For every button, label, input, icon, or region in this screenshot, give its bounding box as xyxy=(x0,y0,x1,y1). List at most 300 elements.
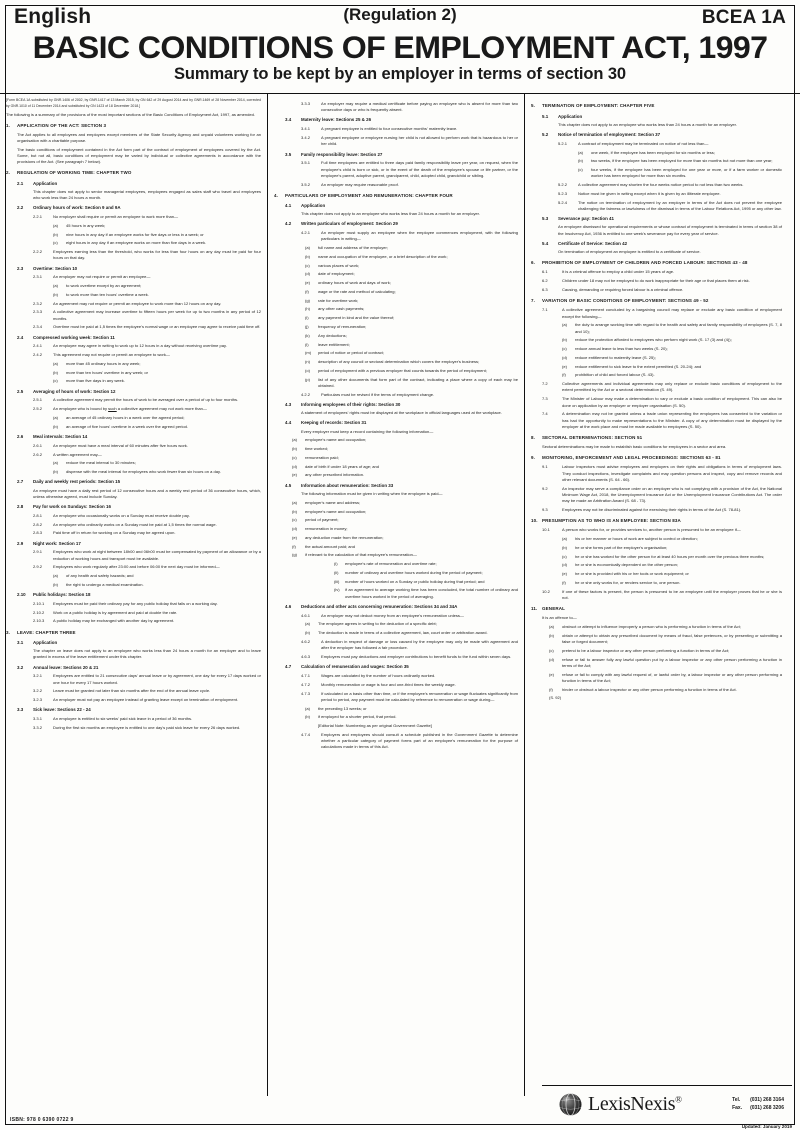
clause-title: Application xyxy=(33,639,58,645)
clause-number: 4.5 xyxy=(285,482,292,488)
clause-text: An employer may not deduct money from an employee's remuneration unless— xyxy=(321,612,464,618)
item-letter: (a) xyxy=(53,460,58,466)
section-9-number: 9. xyxy=(531,455,536,461)
section-8-para: Sectoral determinations may be made to establish basic conditions for employees in a sector and area. xyxy=(542,444,727,450)
clause-7-3 xyxy=(531,396,782,409)
item-letter: (e) xyxy=(305,280,310,286)
clause-5-2-2 xyxy=(531,182,782,188)
clause-title: Information about remuneration: Section 33 xyxy=(301,482,394,488)
clause-number: 2.2.1 xyxy=(33,214,43,219)
item-letter: (c) xyxy=(562,346,567,352)
clause-5-2-1-c xyxy=(531,167,782,180)
item-text: reduce entitlement to sick leave to the extent permitted (S. 20-24); and xyxy=(575,363,702,369)
section-11-para: It is an offence to— xyxy=(542,615,577,621)
clause-text: A collective agreement concluded by a bargaining council may replace or exclude any basic condition of employment except the following— xyxy=(562,307,782,319)
clause-number: 5.2.1 xyxy=(558,140,568,146)
clause-number: 3.3.3 xyxy=(301,100,311,106)
list-item xyxy=(531,648,782,654)
item-letter: (a) xyxy=(292,437,297,443)
clause-number: 4.7.2 xyxy=(301,681,311,687)
clause-title: Overtime: Section 10 xyxy=(33,265,78,271)
item-letter: (i) xyxy=(334,561,338,567)
clause-text: A contract of employment may be terminated on notice of not less than— xyxy=(578,140,709,146)
item-letter: (a) xyxy=(562,536,567,542)
item-text: period of notice or period of contract; xyxy=(318,350,384,356)
clause-number: 9.2 xyxy=(542,485,548,491)
language-label: English xyxy=(14,5,92,28)
clause-text: Labour inspectors must advise employees and employers on their rights and obligations in terms of employment laws. They conduct inspections, investigate complaints and may question persons and inspect, copy and remove records and other relevant documents (S. 64 - 66). xyxy=(562,464,782,482)
item-letter: (a) xyxy=(305,621,310,627)
item-letter: (h) xyxy=(305,306,310,312)
list-item xyxy=(531,355,782,361)
item-text: to work more than ten hours' overtime a week. xyxy=(66,291,149,297)
clause-number: 2.8.1 xyxy=(33,512,43,518)
item-letter: (d) xyxy=(549,656,554,662)
clause-number: 2.10.1 xyxy=(33,600,45,606)
clause-number: 2.3.3 xyxy=(33,309,43,315)
clause-number: 9.3 xyxy=(542,507,548,513)
brand-text: LexisNexis xyxy=(588,1093,676,1115)
clause-title: Public holidays: Section 18 xyxy=(33,592,91,598)
list-item xyxy=(531,545,782,551)
section-7-title: VARIATION OF BASIC CONDITIONS OF EMPLOYMENT: SECTIONS 49 - 52 xyxy=(542,298,709,304)
item-letter: (a) xyxy=(53,573,58,579)
item-letter: (j) xyxy=(305,324,309,330)
clause-7-1-items xyxy=(531,322,782,378)
section-2-7-para: An employee must have a daily rest period of 12 consecutive hours and a weekly rest period of 36 consecutive hours, which, unless otherwise agreed, must include Sunday. xyxy=(33,487,261,499)
list-item xyxy=(531,624,782,630)
clause-number: 2.5.2 xyxy=(33,406,43,412)
clause-5-2-1-a xyxy=(531,150,782,156)
list-item xyxy=(531,687,782,693)
item-letter: (n) xyxy=(305,359,310,365)
clause-number: 5.2.3 xyxy=(558,190,568,196)
item-text: obstruct or attempt to influence improperly a person who is performing a function in terms of the Act; xyxy=(562,624,741,630)
item-letter: (b) xyxy=(53,581,58,587)
section-5-title: TERMINATION OF EMPLOYMENT: CHAPTER FIVE xyxy=(542,103,655,109)
item-text: period of payment; xyxy=(305,517,339,523)
section-3-1-para: The chapter on leave does not apply to an employee who works less than 24 hours a month for an employer and to leave granted in excess of the leave entitlement under this chapter. xyxy=(33,648,261,660)
item-text: hinder or obstruct a labour inspector or any other person performing a function in terms of the Act. xyxy=(562,686,737,692)
clause-9-1 xyxy=(531,464,782,483)
item-text: number of hours worked on a Sunday or public holiday during that period; and xyxy=(345,578,485,584)
section-2-1-para: This chapter does not apply to senior managerial employees, employees engaged as sales staff who travel and employees who work less than 24 hours a month. xyxy=(33,188,261,200)
item-text: he or she is economically dependent on the other person; xyxy=(575,562,679,568)
item-text: pretend to be a labour inspector or any other person performing a function in terms of the Act; xyxy=(562,647,730,653)
clause-number: 10.1 xyxy=(542,527,550,533)
item-letter: (k) xyxy=(305,332,310,338)
item-letter: (b) xyxy=(53,369,58,375)
section-5-4-heading xyxy=(531,241,782,247)
clause-6-3 xyxy=(531,287,782,293)
item-text: reduce the protection afforded to employees who perform night work (S. 17 (3) and (4)); xyxy=(575,337,732,343)
item-letter: (a) xyxy=(305,705,310,711)
clause-number: 3.2.2 xyxy=(33,688,43,694)
item-text: any other prescribed information. xyxy=(305,472,365,478)
clause-text: Work on a public holiday is by agreement and paid at double the rate. xyxy=(53,609,178,615)
item-text: any other cash payments; xyxy=(318,306,365,312)
list-item xyxy=(531,536,782,542)
item-letter: (f) xyxy=(305,288,309,294)
item-text: number of ordinary and overtime hours worked during the period of payment; xyxy=(345,569,483,575)
list-item xyxy=(531,322,782,335)
clause-text: An employer may require reasonable proof. xyxy=(321,181,399,187)
clause-number: 2.10.3 xyxy=(33,618,45,624)
item-letter: (d) xyxy=(292,526,297,532)
item-letter: (b) xyxy=(562,337,567,343)
item-letter: (b) xyxy=(53,291,58,297)
item-letter: (c) xyxy=(53,240,58,246)
section-7-heading xyxy=(531,298,782,304)
item-letter: (b) xyxy=(53,423,58,429)
item-letter: (a) xyxy=(292,499,297,505)
clause-number: 4.7.1 xyxy=(301,672,311,678)
clause-number: 3.5 xyxy=(285,151,292,157)
clause-number: 2.8.2 xyxy=(33,521,43,527)
section-3-title: LEAVE: CHAPTER THREE xyxy=(17,629,76,635)
column-3 xyxy=(525,94,788,1096)
item-letter: (l) xyxy=(305,341,309,347)
clause-text: Notice must be given in writing except when it is given by an illiterate employee. xyxy=(578,190,721,196)
clause-text: Monthly remuneration or wage is four and one-third times the weekly wage. xyxy=(321,681,456,687)
clause-number: 5.1 xyxy=(542,113,549,119)
clause-number: 2.6 xyxy=(17,434,24,440)
clause-text: A pregnant employee or employee nursing her child is not allowed to perform work that is hazardous to her or her child. xyxy=(321,134,518,147)
item-letter: (e) xyxy=(549,671,554,677)
clause-title: Keeping of records: Section 31 xyxy=(301,420,367,426)
item-letter: (iii) xyxy=(334,578,340,584)
clause-text: An employee is entitled to six weeks' paid sick leave in a period of 36 months. xyxy=(53,716,193,722)
clause-title: Application xyxy=(558,113,583,119)
section-5-number: 5. xyxy=(531,103,536,109)
clause-text: An employee who occasionally works on a Sunday must receive double pay. xyxy=(53,512,190,518)
section-2-title: REGULATION OF WORKING TIME: CHAPTER TWO xyxy=(17,170,132,176)
item-letter: (c) xyxy=(292,454,297,460)
clause-text: If calculated on a basis other than time, or if the employee's remuneration or wage fluctuates significantly from period to period, any payment must be calculated by reference to remuneration or wage during— xyxy=(321,690,518,702)
clause-text: Collective agreements and individual agreements may only replace or exclude basic conditions of employment to the extent permitted by the Act or a sectoral determination (S. 49). xyxy=(562,381,782,393)
list-item xyxy=(531,372,782,378)
item-letter: (m) xyxy=(305,350,312,356)
item-text: he or she only works for, or renders service to, one person. xyxy=(575,579,681,585)
clause-text: It is a criminal offence to employ a child under 15 years of age. xyxy=(562,269,675,275)
item-letter: (e) xyxy=(292,472,297,478)
item-text: the duty to arrange working time with regard to the health and safety and family responsibility of employees (S. 7, 8 and 10); xyxy=(575,322,782,334)
clause-number: 3.5.1 xyxy=(301,160,311,166)
clause-text: A determination may not be granted unless a trade union representing the employees has consented to the variation or has had the opportunity to make representations to the Minister. A copy of any determination must be displayed by the employer at the work place and must be made available to employees (S. 50). xyxy=(562,411,782,429)
clause-number: 4.6.1 xyxy=(301,612,311,618)
clause-text: An employer may require a medical certificate before paying an employee who is absent for more than two consecutive days or who is frequently absent. xyxy=(321,100,518,113)
tel-value: (031) 268 3164 xyxy=(750,1096,784,1103)
section-6-number: 6. xyxy=(531,260,536,266)
clause-title: Sick leave: Sections 22 - 24 xyxy=(33,707,91,713)
item-text: if an agreement to average working time has been concluded, the total number of ordinary and overtime hours worked in the period of averaging. xyxy=(345,587,518,599)
clause-title: Averaging of hours of work: Section 12 xyxy=(33,388,116,394)
clause-text: Employees may not be discriminated against for exercising their rights in terms of the Act (S. 78-81). xyxy=(562,507,742,513)
section-4-3-para: A statement of employees' rights must be displayed at the workplace in official languages used at the workplace. xyxy=(301,410,502,416)
lexisnexis-wordmark xyxy=(588,1093,682,1116)
clause-number: 5.2.2 xyxy=(558,182,568,188)
item-letter: (b) xyxy=(292,446,297,452)
item-letter: (b) xyxy=(578,158,583,164)
item-letter: (b) xyxy=(53,231,58,237)
clause-number: 2.5 xyxy=(17,388,24,394)
clause-title: Notice of termination of employment: Section 37 xyxy=(558,132,661,137)
section-5-3-heading xyxy=(531,216,782,222)
clause-text: During the first six months an employee is entitled to one day's paid sick leave for every 26 days worked. xyxy=(53,724,241,730)
fax-value: (031) 268 3206 xyxy=(750,1104,784,1111)
section-1-title: APPLICATION OF THE ACT: SECTION 3 xyxy=(17,123,107,129)
list-item xyxy=(531,672,782,685)
clause-text: Employees must be paid their ordinary pay for any public holiday that falls on a working day. xyxy=(53,600,218,606)
section-9-title: MONITORING, ENFORCEMENT AND LEGAL PROCEEDINGS: SECTIONS 63 - 81 xyxy=(542,455,721,461)
clause-number: 3.2.3 xyxy=(33,697,43,703)
clause-number: 4.7 xyxy=(285,664,292,670)
item-text: if relevant to the calculation of that employee's remuneration— xyxy=(305,552,417,558)
clause-number: 3.3.2 xyxy=(33,724,43,730)
section-10-title: PRESUMPTION AS TO WHO IS AN EMPLOYEE: SECTION 83A xyxy=(542,518,681,524)
clause-text-part-2: a collective agreement may not work more than— xyxy=(116,406,207,412)
clause-text: The Minister of Labour may make a determination to vary or exclude a basic condition of employment. This can also be done on application by an employer or employer organisation (S. 50). xyxy=(562,396,782,408)
clause-text: The notice on termination of employment by an employer in terms of the Act does not prevent the employee challenging the fairness or lawfulness of the dismissal in terms of the Labour Relations Act, 1995 or any other law. xyxy=(578,199,782,211)
clause-number: 6.3 xyxy=(542,286,548,292)
clause-number: 10.2 xyxy=(542,588,550,594)
clause-5-2-1 xyxy=(531,141,782,147)
clause-title: Informing employees of their rights: Section 30 xyxy=(301,401,401,407)
clause-9-2 xyxy=(531,486,782,505)
item-letter: (a) xyxy=(53,360,58,366)
item-letter: (f) xyxy=(292,543,296,549)
isbn-label: ISBN: 978 0 6390 0722 9 xyxy=(10,1117,74,1123)
clause-number: 2.7 xyxy=(17,479,24,485)
clause-number: 3.4.2 xyxy=(301,134,311,140)
clause-text: Employers and employees should consult a schedule published in the Government Gazette to determine whether a particular category of payment forms part of an employee's remuneration for the purpose of calculations made in terms of this Act. xyxy=(321,731,518,750)
clause-title: Pay for work on Sundays: Section 16 xyxy=(33,504,111,510)
clause-text: An employer must supply an employee when the employee commences employment, with the following particulars in writing— xyxy=(321,230,518,242)
list-item xyxy=(531,657,782,670)
fax-label: Fax. xyxy=(732,1104,743,1111)
clause-text: An employee who ordinarily works on a Sunday must be paid at 1,5 times the normal wage. xyxy=(53,521,217,527)
item-text: any payment in kind and the value thereof; xyxy=(318,315,395,321)
clause-number: 3.4 xyxy=(285,117,292,123)
item-text: name and occupation of the employee, or a brief description of the work; xyxy=(318,253,448,259)
clause-text: A deduction in respect of damage or loss caused by the employee may only be made with agreement and after the employer has followed a fair procedure. xyxy=(321,638,518,651)
clause-text: A written agreement may— xyxy=(53,451,102,457)
list-item xyxy=(531,580,782,586)
clause-title: Annual leave: Sections 20 & 21 xyxy=(33,664,99,670)
item-letter: (i) xyxy=(305,315,309,321)
item-text: reduce annual leave to less than two weeks (S. 20); xyxy=(575,346,668,352)
header-top-row xyxy=(14,6,786,27)
clause-text: Full time employees are entitled to three days paid family responsibility leave per year, on request, when the employee's child is born or sick, or in the event of the death of the employee's spouse or life partner, or the employee's parent, adoptive parent, grandparent, child, adopted child, grandchild or sibling. xyxy=(321,160,518,178)
clause-title: Compressed working week: Section 11 xyxy=(33,334,115,340)
clause-text: Children under 18 may not be employed to do work inappropriate for their age or that places them at risk. xyxy=(562,278,750,284)
clause-11-items xyxy=(531,624,782,693)
clause-number: 4.6.3 xyxy=(301,653,311,659)
item-text: he or she forms part of the employer's organisation; xyxy=(575,544,668,550)
updated-label: Updated: January 2019 xyxy=(741,1124,792,1129)
regulation-label: (Regulation 2) xyxy=(343,5,457,24)
item-text: The deduction is made in terms of a collective agreement, law, court order or arbitration award. xyxy=(318,630,488,636)
item-letter: (g) xyxy=(292,552,297,558)
clause-text: A collective agreement may permit the hours of work to be averaged over a period of up to four months. xyxy=(53,397,239,403)
item-text: obtain or attempt to obtain any prescribed document by means of fraud, false pretences, or by presenting or submitting a false or forged document; xyxy=(562,632,782,645)
clause-number: 2.4 xyxy=(17,334,24,340)
item-text: full name and address of the employer; xyxy=(318,245,388,251)
section-8-title: SECTORAL DETERMINATIONS: SECTION 51 xyxy=(542,435,643,441)
registered-mark: ® xyxy=(675,1094,682,1105)
item-text: the actual amount paid; and xyxy=(305,543,355,549)
item-text: period of employment with a previous employer that counts towards the period of employment; xyxy=(318,367,487,373)
item-text: employee's rate of remuneration and overtime rate; xyxy=(345,561,437,567)
clause-title: Ordinary hours of work: Section 9 and 9A xyxy=(33,205,121,211)
intro-paragraph: The following is a summary of the provisions of the most important sections of the Basic Conditions of Employment Act, 1997, as amended. xyxy=(6,111,256,117)
clause-number: 2.4.1 xyxy=(33,343,43,349)
clause-text: Causing, demanding or requiring forced labour is a criminal offence. xyxy=(562,286,684,292)
clause-number: 2.8.3 xyxy=(33,530,43,536)
lexisnexis-logo xyxy=(558,1092,682,1117)
publisher-block xyxy=(542,1085,792,1117)
clause-text: An inspector may serve a compliance order on an employer who is not complying with a provision of the Act, the National Minimum Wage Act, 2018, the Unemployment Insurance Act or the Unemployment Insurance Contributions Act. The order may be made an Arbitration Award (S. 68 - 73). xyxy=(562,485,782,504)
item-text: remuneration paid; xyxy=(305,454,339,460)
item-letter: (ii) xyxy=(334,569,339,575)
page-subtitle: Summary to be kept by an employer in terms of section 30 xyxy=(174,65,626,84)
clause-text: Wages are calculated by the number of hours ordinarily worked. xyxy=(321,672,436,678)
clause-number: 4.1 xyxy=(285,202,292,208)
item-text: rate for overtime work; xyxy=(318,297,359,303)
list-item xyxy=(531,633,782,646)
clause-text: An employee must have a meal interval of 60 minutes after five hours work. xyxy=(53,442,188,448)
clause-title: Maternity leave: Sections 25 & 26 xyxy=(301,117,372,123)
clause-number: 2.6.2 xyxy=(33,451,43,457)
section-7-number: 7. xyxy=(531,298,536,304)
section-5-heading xyxy=(531,103,782,109)
item-text: he or she is provided with his or her tools or work equipment; or xyxy=(575,571,689,577)
clause-number: 4.7.4 xyxy=(301,731,311,737)
clause-text: A pregnant employee is entitled to four consecutive months' maternity leave. xyxy=(321,126,458,132)
item-text: frequency of remuneration; xyxy=(318,324,367,330)
item-letter: (a) xyxy=(562,322,567,328)
item-text: an average of five hours' overtime in a week over the agreed period. xyxy=(66,423,189,429)
section-4-title: PARTICULARS OF EMPLOYMENT AND REMUNERATION: CHAPTER FOUR xyxy=(285,192,453,198)
section-11-title: GENERAL xyxy=(542,606,566,612)
item-text: an average of 45 ordinary hours in a week over the agreed period; xyxy=(66,415,185,421)
clause-number: 4.7.3 xyxy=(301,690,311,696)
item-letter: (c) xyxy=(292,517,297,523)
section-5-2-heading xyxy=(531,132,782,138)
item-text: leave entitlement; xyxy=(318,341,350,347)
item-text: dispense with the meal interval for employees who work fewer than six hours on a day. xyxy=(66,469,221,475)
clause-number: 3.3.1 xyxy=(33,716,43,722)
section-1-number: 1. xyxy=(6,123,11,129)
clause-text: A collective agreement may increase overtime to fifteen hours per week for up to two months in any period of 12 months. xyxy=(53,309,261,321)
item-letter: (c) xyxy=(578,167,583,173)
list-item xyxy=(531,571,782,577)
clause-text: Particulars must be revised if the terms of employment change. xyxy=(321,391,435,397)
item-text: date of employment; xyxy=(318,271,355,277)
item-letter: (iv) xyxy=(334,587,340,593)
clause-title: Night work: Section 17 xyxy=(33,540,81,546)
clause-title: Daily and weekly rest periods: Section 15 xyxy=(33,479,121,485)
clause-7-1 xyxy=(531,307,782,320)
clause-number: 2.3 xyxy=(17,265,24,271)
clause-number: 2.4.2 xyxy=(33,352,43,358)
clause-number: 2.9 xyxy=(17,540,24,546)
editorial-note: [Editorial Note: Numbering as per original Government Gazette] xyxy=(318,723,432,729)
list-item xyxy=(531,346,782,352)
item-letter: (b) xyxy=(53,469,58,475)
section-11-ref: (S. 92) xyxy=(549,695,562,701)
item-text: employer's name and address; xyxy=(305,499,361,505)
item-text: more than five days in any week. xyxy=(66,378,125,384)
section-4-5-para: The following information must be given in writing when the employee is paid— xyxy=(301,490,443,496)
clause-title: Calculation of remuneration and wages: Section 35 xyxy=(301,664,409,670)
clause-number: 9.1 xyxy=(542,464,548,470)
item-text: ordinary hours of work and days of work; xyxy=(318,280,391,286)
section-5-1-para: This chapter does not apply to an employee who works less than 24 hours a month for an employer. xyxy=(558,121,737,127)
clause-number: 2.9.1 xyxy=(33,549,43,555)
section-3-number: 3. xyxy=(6,629,11,635)
clause-number: 2.3.4 xyxy=(33,324,43,330)
item-letter: (a) xyxy=(578,149,583,155)
item-letter: (b) xyxy=(562,544,567,550)
section-10-heading xyxy=(531,518,782,524)
section-4-1-para: This chapter does not apply to an employee who works less than 24 hours a month for an employer. xyxy=(301,211,480,217)
clause-text: Overtime must be paid at 1,5 times the employee's normal wage or an employee may agree to receive paid time off. xyxy=(53,324,261,330)
item-letter: (a) xyxy=(53,222,58,228)
clause-number: 2.9.2 xyxy=(33,564,43,570)
item-text: reduce the meal interval to 30 minutes; xyxy=(66,460,136,466)
item-text: eight hours in any day if an employee works on more than five days in a week. xyxy=(66,240,207,246)
item-text: his or her manner or hours of work are subject to control or direction; xyxy=(575,536,698,542)
clause-number: 2.1 xyxy=(17,180,24,186)
item-letter: (e) xyxy=(562,363,567,369)
item-letter: (p) xyxy=(305,376,310,382)
clause-text: An employer must not pay an employee instead of granting leave except on termination of employment. xyxy=(53,697,239,703)
item-text: Any deductions; xyxy=(318,332,347,338)
clause-text: An employee may agree in writing to work up to 12 hours in a day without receiving overtime pay. xyxy=(53,343,227,349)
section-10-number: 10. xyxy=(531,518,538,524)
item-letter: (e) xyxy=(562,571,567,577)
clause-number: 4.6.2 xyxy=(301,638,311,644)
clause-number: 7.4 xyxy=(542,411,548,417)
clause-number: 3.5.2 xyxy=(301,181,311,187)
item-letter: (f) xyxy=(562,372,566,378)
clause-text: An agreement may not require or permit an employee to work more than 12 hours on any day. xyxy=(53,300,222,306)
item-text: various places of work; xyxy=(318,262,360,268)
clause-number: 2.10.2 xyxy=(33,609,45,615)
clause-title: Meal intervals: Section 14 xyxy=(33,434,88,440)
item-letter: (b) xyxy=(305,630,310,636)
form-code-label: BCEA 1A xyxy=(701,7,786,28)
clause-number: 3.1 xyxy=(17,639,24,645)
clause-number: 2.3.2 xyxy=(33,300,43,306)
section-4-number: 4. xyxy=(274,192,279,198)
clause-number: 4.3 xyxy=(285,401,292,407)
clause-10-2 xyxy=(531,589,782,602)
clause-text-part-1: An employee who is bound by xyxy=(53,406,109,412)
section-5-3-para: An employee dismissed for operational requirements or whose contract of employment is terminated in terms of section 38 of the Insolvency Act, 1936 is entitled to one week's severance pay for every year of service. xyxy=(558,224,782,236)
section-11-heading xyxy=(531,606,782,612)
clause-number: 6.1 xyxy=(542,269,548,275)
clause-7-4 xyxy=(531,411,782,430)
tel-label: Tel. xyxy=(732,1096,741,1103)
clause-number: 4.2 xyxy=(285,221,292,227)
clause-9-3 xyxy=(531,507,782,513)
item-letter: (d) xyxy=(305,271,310,277)
item-text: the preceding 13 weeks; or xyxy=(318,705,367,711)
item-text: two weeks, if the employee has been employed for more than six months but not more than one year; xyxy=(591,158,773,164)
section-1-para-1: The Act applies to all employees and employers except members of the State Security Agency and unpaid volunteers working for an organisation with a charitable purpose. xyxy=(17,132,261,144)
